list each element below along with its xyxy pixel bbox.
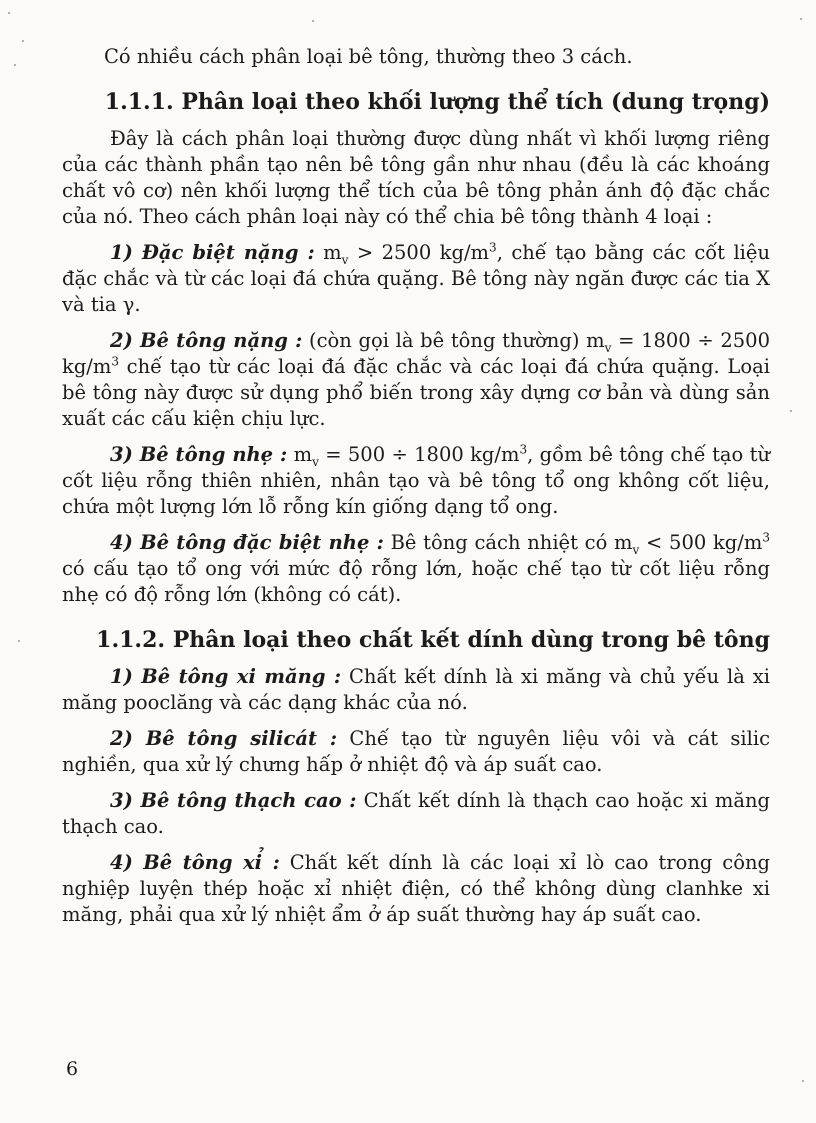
item-text: chế tạo từ các loại đá đặc chắc và các loại đá chứa quặng. Loại bê tông này được sử dụng phổ biến trong xây dựng cơ bản và dùng sản xuất các cấu kiện chịu lực. (62, 355, 770, 430)
item-label: 4) Bê tông xỉ : (110, 851, 280, 874)
item-label: 1) Bê tông xi măng : (110, 665, 342, 688)
formula-sup: 3 (519, 442, 528, 457)
item-text: Chất kết dính là các loại xỉ lò cao trong công nghiệp luyện thép hoặc xỉ nhiệt điện, có thể không dùng clanhke xi măng, phải qua xử lý nhiệt ẩm ở áp suất thường hay áp suất cao. (62, 851, 770, 926)
intro-paragraph: Có nhiều cách phân loại bê tông, thường theo 3 cách. (104, 45, 633, 68)
binder-item-2 (62, 726, 770, 778)
page-body (62, 44, 770, 938)
item-pre: (còn gọi là bê tông thường) (302, 329, 587, 352)
section-2-heading: 1.1.2. Phân loại theo chất kết dính dùng trong bê tông (96, 627, 770, 653)
page-number: 6 (66, 1058, 79, 1080)
formula-m: m (293, 443, 313, 466)
formula-value: < 500 kg/m (639, 531, 763, 554)
scan-speck (8, 12, 10, 14)
binder-item-4 (62, 850, 770, 928)
formula-sub: v (312, 454, 319, 469)
scan-speck (22, 40, 24, 42)
density-item-3 (62, 442, 770, 520)
binder-item-3 (62, 788, 770, 840)
formula-value: = 1800 ÷ 2500 kg/m (62, 329, 770, 378)
item-text: Chất kết dính là thạch cao hoặc xi măng thạch cao. (62, 789, 770, 838)
formula-m: m (586, 329, 605, 352)
formula-value: > 2500 kg/m (348, 241, 490, 264)
item-text: , gồm bê tông chế tạo từ cốt liệu rỗng thiên nhiên, nhân tạo và bê tông tổ ong không cốt liệu, chứa một lượng lớn lỗ rỗng kín giống dạng tổ ong. (62, 443, 771, 518)
scan-speck (800, 18, 802, 20)
item-text: Chất kết dính là xi măng và chủ yếu là xi măng pooclăng và các dạng khác của nó. (62, 665, 770, 714)
scan-speck (18, 640, 20, 642)
density-item-2 (62, 328, 770, 432)
formula-sub: v (604, 340, 612, 355)
item-label: 3) Bê tông thạch cao : (110, 789, 357, 812)
scan-speck (14, 64, 16, 66)
formula-m: m (614, 531, 633, 554)
density-item-1 (62, 240, 770, 318)
item-text: Chế tạo từ nguyên liệu vôi và cát silic nghiền, qua xử lý chưng hấp ở nhiệt độ và áp suất cao. (62, 727, 770, 776)
item-label: 1) Đặc biệt nặng : (110, 241, 315, 264)
item-text: , chế tạo bằng các cốt liệu đặc chắc và từ các loại đá chứa quặng. Bê tông này ngăn được các tia X và tia γ. (62, 241, 771, 316)
item-label: 4) Bê tông đặc biệt nhẹ : (110, 531, 384, 554)
scan-speck (312, 20, 314, 22)
item-label: 2) Bê tông nặng : (110, 329, 303, 352)
item-label: 3) Bê tông nhẹ : (110, 443, 288, 466)
item-pre: Bê tông cách nhiệt có (383, 531, 615, 554)
formula-sup: 3 (489, 240, 497, 255)
density-item-4 (62, 530, 770, 608)
item-label: 2) Bê tông silicát : (110, 727, 338, 750)
formula-sup: 3 (762, 530, 770, 545)
formula-m: m (323, 241, 342, 264)
section-1-lead: Đây là cách phân loại thường được dùng nhất vì khối lượng riêng của các thành phần tạo nên bê tông gần như nhau (đều là các khoáng chất vô cơ) nên khối lượng thể tích của bê tông phản ánh độ đặc chắc của nó. Theo cách phân loại này có thể chia bê tông thành 4 loại : (62, 127, 770, 228)
item-text: có cấu tạo tổ ong với mức độ rỗng lớn, hoặc chế tạo từ cốt liệu rỗng nhẹ có độ rỗng lớn (không có cát). (62, 557, 770, 606)
scan-speck (790, 410, 792, 412)
scan-speck (802, 1080, 804, 1082)
section-1-heading: 1.1.1. Phân loại theo khối lượng thể tích (dung trọng) (104, 89, 770, 115)
formula-value: = 500 ÷ 1800 kg/m (318, 443, 520, 466)
formula-sub: v (341, 252, 349, 267)
formula-sub: v (632, 542, 640, 557)
binder-item-1 (62, 664, 770, 716)
formula-sup: 3 (111, 354, 119, 369)
